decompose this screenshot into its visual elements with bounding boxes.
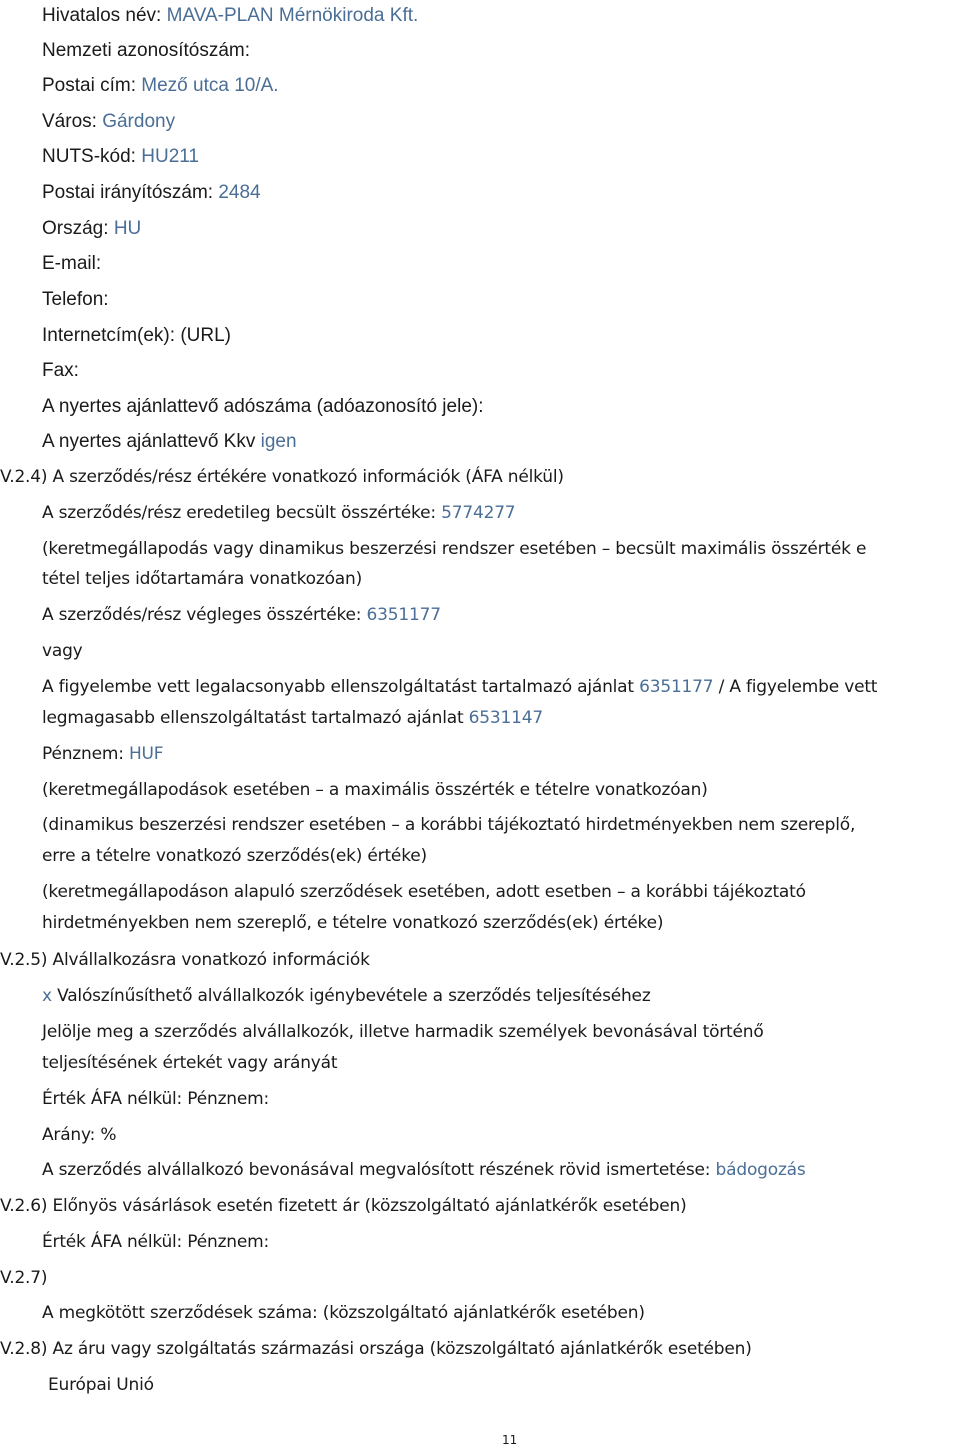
v25-ratio-line: Arány: % [42, 1125, 117, 1145]
v26-value-line: Érték ÁFA nélkül: Pénznem: [42, 1232, 270, 1252]
v24-highest-line [42, 710, 543, 727]
v24-note2-line1: (dinamikus beszerzési rendszer esetében – a korábbi tájékoztató hirdetményekben nem szereplő, [42, 815, 856, 835]
v25-check-mark: x [42, 986, 52, 1006]
org-tax-line [42, 397, 484, 416]
org-zip-line [42, 183, 261, 202]
org-sme-line [42, 432, 297, 451]
v25-description-line [42, 1162, 806, 1179]
v24-highest-label: legmagasabb ellenszolgáltatást tartalmazó ajánlat [42, 708, 464, 728]
v24-note2-line2: erre a tételre vonatkozó szerződés(ek) értéke) [42, 846, 427, 866]
org-name-value: MAVA-PLAN Mérnökiroda Kft. [166, 5, 419, 26]
org-email-label: E-mail: [42, 253, 102, 274]
org-phone-line [42, 290, 109, 309]
v24-framework-line1: (keretmegállapodás vagy dinamikus beszerzési rendszer esetében – becsült maximális összérték e [42, 539, 867, 559]
v24-lowest-label: A figyelembe vett legalacsonyabb ellenszolgáltatást tartalmazó ajánlat [42, 677, 634, 697]
page-number: 11 [502, 1433, 518, 1447]
org-email-line [42, 254, 101, 273]
org-country-line [42, 219, 141, 238]
org-address-value: Mező utca 10/A. [141, 75, 279, 96]
org-city-value: Gárdony [102, 111, 176, 132]
v25-check-line [42, 988, 651, 1005]
v24-estimated-label: A szerződés/rész eredetileg becsült összértéke: [42, 503, 436, 523]
section-v26-heading: V.2.6) Előnyös vásárlások esetén fizetett ár (közszolgáltató ajánlatkérők esetében) [0, 1196, 687, 1216]
v24-final-value: 6351177 [366, 605, 441, 625]
org-national-id-line [42, 41, 250, 60]
v25-indicate-line1: Jelölje meg a szerződés alvállalkozók, illetve harmadik személyek bevonásával történő [42, 1022, 764, 1042]
org-name-line [42, 6, 418, 25]
section-v27-heading: V.2.7) [0, 1268, 48, 1288]
v25-value-line: Érték ÁFA nélkül: Pénznem: [42, 1089, 270, 1109]
v24-estimated-value: 5774277 [441, 503, 516, 523]
org-city-label: Város: [42, 111, 97, 132]
v24-final-line [42, 607, 441, 624]
v25-indicate-line2: teljesítésének értekét vagy arányát [42, 1053, 338, 1073]
org-url-label: Internetcím(ek): (URL) [42, 325, 231, 346]
org-fax-line [42, 361, 79, 380]
org-url-line [42, 326, 231, 345]
org-address-label: Postai cím: [42, 75, 136, 96]
org-zip-label: Postai irányítószám: [42, 182, 214, 203]
org-country-label: Ország: [42, 218, 109, 239]
v24-currency-label: Pénznem: [42, 744, 124, 764]
org-national-id-label: Nemzeti azonosítószám: [42, 40, 251, 61]
v24-highest-value: 6531147 [468, 708, 543, 728]
v24-framework-line2: tétel teljes időtartamára vonatkozóan) [42, 569, 363, 589]
org-nuts-value: HU211 [141, 146, 199, 167]
org-sme-label: A nyertes ajánlattevő Kkv [42, 431, 256, 452]
org-name-label: Hivatalos név: [42, 5, 162, 26]
v24-or-text: vagy [42, 641, 83, 661]
org-address-line [42, 76, 279, 95]
org-city-line [42, 112, 175, 131]
org-sme-value: igen [260, 431, 297, 452]
v25-description-value: bádogozás [715, 1160, 806, 1180]
v24-final-label: A szerződés/rész végleges összértéke: [42, 605, 362, 625]
org-tax-label: A nyertes ajánlattevő adószáma (adóazonosító jele): [42, 396, 484, 417]
v24-note3-line1: (keretmegállapodáson alapuló szerződések esetében, adott esetben – a korábbi tájékoztató [42, 882, 806, 902]
section-v28-heading: V.2.8) Az áru vagy szolgáltatás származási országa (közszolgáltató ajánlatkérők esetében) [0, 1339, 752, 1359]
v27-count-line: A megkötött szerződések száma: (közszolgáltató ajánlatkérők esetében) [42, 1303, 645, 1323]
org-nuts-line [42, 147, 199, 166]
v24-lowest-line [42, 679, 877, 696]
v24-currency-line [42, 746, 163, 763]
org-fax-label: Fax: [42, 360, 79, 381]
org-phone-label: Telefon: [42, 289, 109, 310]
org-country-value: HU [113, 218, 142, 239]
section-v24-heading: V.2.4) A szerződés/rész értékére vonatkozó információk (ÁFA nélkül) [0, 467, 564, 487]
v24-currency-value: HUF [128, 744, 164, 764]
v24-note3-line2: hirdetményekben nem szereplő, e tételre vonatkozó szerződés(ek) értéke) [42, 913, 664, 933]
v25-check-label: Valószínűsíthető alvállalkozók igénybevétele a szerződés teljesítéséhez [57, 986, 651, 1006]
org-nuts-label: NUTS-kód: [42, 146, 136, 167]
v24-lowest-separator: / A figyelembe vett [718, 677, 878, 697]
v25-description-label: A szerződés alvállalkozó bevonásával megvalósított részének rövid ismertetése: [42, 1160, 711, 1180]
v24-note1: (keretmegállapodások esetében – a maximális összérték e tételre vonatkozóan) [42, 780, 708, 800]
v24-lowest-value: 6351177 [639, 677, 714, 697]
section-v25-heading: V.2.5) Alvállalkozásra vonatkozó információk [0, 950, 370, 970]
v28-origin-value: Európai Unió [48, 1375, 154, 1395]
v24-estimated-line [42, 505, 515, 522]
org-zip-value: 2484 [218, 182, 261, 203]
